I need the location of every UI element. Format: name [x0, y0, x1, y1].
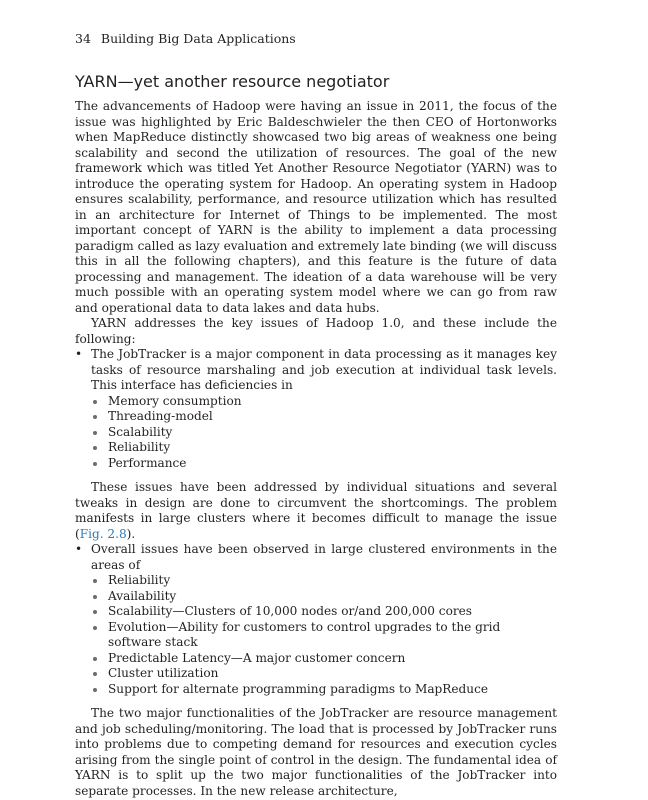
bullet-icon — [93, 672, 97, 676]
sub-list-item-text: Evolution—Ability for customers to control upgrades to the grid software stack — [108, 619, 501, 649]
bullet-icon — [93, 400, 97, 404]
jobtracker-list — [75, 347, 557, 471]
bullet-icon — [93, 415, 97, 419]
book-title: Building Big Data Applications — [100, 31, 296, 46]
sub-list-item-text: Threading-model — [108, 409, 213, 423]
paragraph-text: These issues have been addressed by individual situations and several tweaks in design are done to circumvent the shortcomings. The problem manifests in large clusters where it becomes difficult to manage the issue ( — [75, 480, 557, 541]
paragraph-issues-addressed — [75, 480, 557, 542]
sub-list-item — [91, 573, 557, 589]
sub-list-item-text: Performance — [108, 455, 187, 470]
sub-list-item — [91, 456, 557, 472]
sub-list-item-text: Predictable Latency—A major customer concern — [108, 650, 406, 665]
bullet-icon — [93, 446, 97, 450]
deficiency-list — [91, 394, 557, 472]
bullet-icon — [93, 462, 97, 466]
sub-list-item-text: Scalability — [108, 424, 173, 439]
section-heading: YARN—yet another resource negotiator — [75, 72, 390, 91]
paragraph-intro: The advancements of Hadoop were having an issue in 2011, the focus of the issue was highlighted by Eric Baldeschwieler the then CEO of Hortonworks when MapReduce distinctly showcased two big areas of weakness one being scalability and second the utilization of resources. The goal of the new framework which was titled Yet Another Resource Negotiator (YARN) was to introduce the operating system for Hadoop. An operating system in Hadoop ensures scalability, performance, and resource utilization which has resulted in an architecture for Internet of Things to be implemented. The most important concept of YARN is the ability to implement a data processing paradigm called as lazy evaluation and extremely late binding (we will discuss this in all the following chapters), and this feature is the future of data processing and management. The ideation of a data warehouse will be very much possible with an operating system model where we can go from raw and operational data to data lakes and data hubs. — [75, 99, 557, 315]
page-content — [75, 30, 557, 799]
sub-list-item-text: Support for alternate programming paradigms to MapReduce — [108, 681, 489, 696]
bullet-icon — [93, 610, 97, 614]
sub-list-item — [91, 440, 557, 456]
sub-list-item — [91, 409, 557, 425]
bullet-icon — [93, 579, 97, 583]
list-item — [75, 347, 557, 471]
sub-list-item — [91, 589, 557, 605]
paragraph-text: ). — [126, 526, 136, 541]
sub-list-item-text: Availability — [108, 588, 177, 603]
bullet-icon — [93, 688, 97, 692]
sub-list-item-text: Memory consumption — [108, 393, 242, 408]
cluster-issues-list — [75, 542, 557, 697]
issue-area-list — [91, 573, 557, 697]
paragraph-key-issues: YARN addresses the key issues of Hadoop 1.0, and these include the following: — [75, 316, 557, 346]
sub-list-item-text: Cluster utilization — [108, 666, 219, 680]
sub-list-item — [91, 651, 557, 667]
bullet-icon — [93, 657, 97, 661]
sub-list-item — [91, 666, 557, 682]
running-header — [75, 30, 557, 48]
list-item-text: The JobTracker is a major component in data processing as it manages key tasks of resource marshaling and job execution at individual task levels. This interface has deficiencies in — [91, 347, 557, 392]
sub-list-item — [91, 425, 557, 441]
list-item-text: Overall issues have been observed in large clustered environments in the areas of — [91, 542, 557, 572]
bullet-icon: • — [75, 347, 83, 361]
bullet-icon — [93, 595, 97, 599]
page-number: 34 — [75, 31, 91, 46]
list-item — [75, 542, 557, 697]
sub-list-item — [91, 620, 557, 651]
figure-reference-link[interactable]: Fig. 2.8 — [79, 526, 127, 541]
sub-list-item — [91, 394, 557, 410]
sub-list-item-text: Reliability — [108, 440, 171, 454]
bullet-icon — [93, 626, 97, 630]
bullet-icon: • — [75, 542, 83, 556]
paragraph-jobtracker-functions: The two major functionalities of the JobTracker are resource management and job scheduling/monitoring. The load that is processed by JobTracker runs into problems due to competing demand for resources and execution cycles arising from the single point of control in the design. The fundamental idea of YARN is to split up the two major functionalities of the JobTracker into separate processes. In the new release architecture, — [75, 706, 557, 798]
sub-list-item-text: Reliability — [108, 573, 171, 587]
sub-list-item — [91, 682, 557, 698]
sub-list-item — [91, 604, 557, 620]
sub-list-item-text: Scalability—Clusters of 10,000 nodes or/and 200,000 cores — [108, 604, 472, 618]
bullet-icon — [93, 431, 97, 435]
